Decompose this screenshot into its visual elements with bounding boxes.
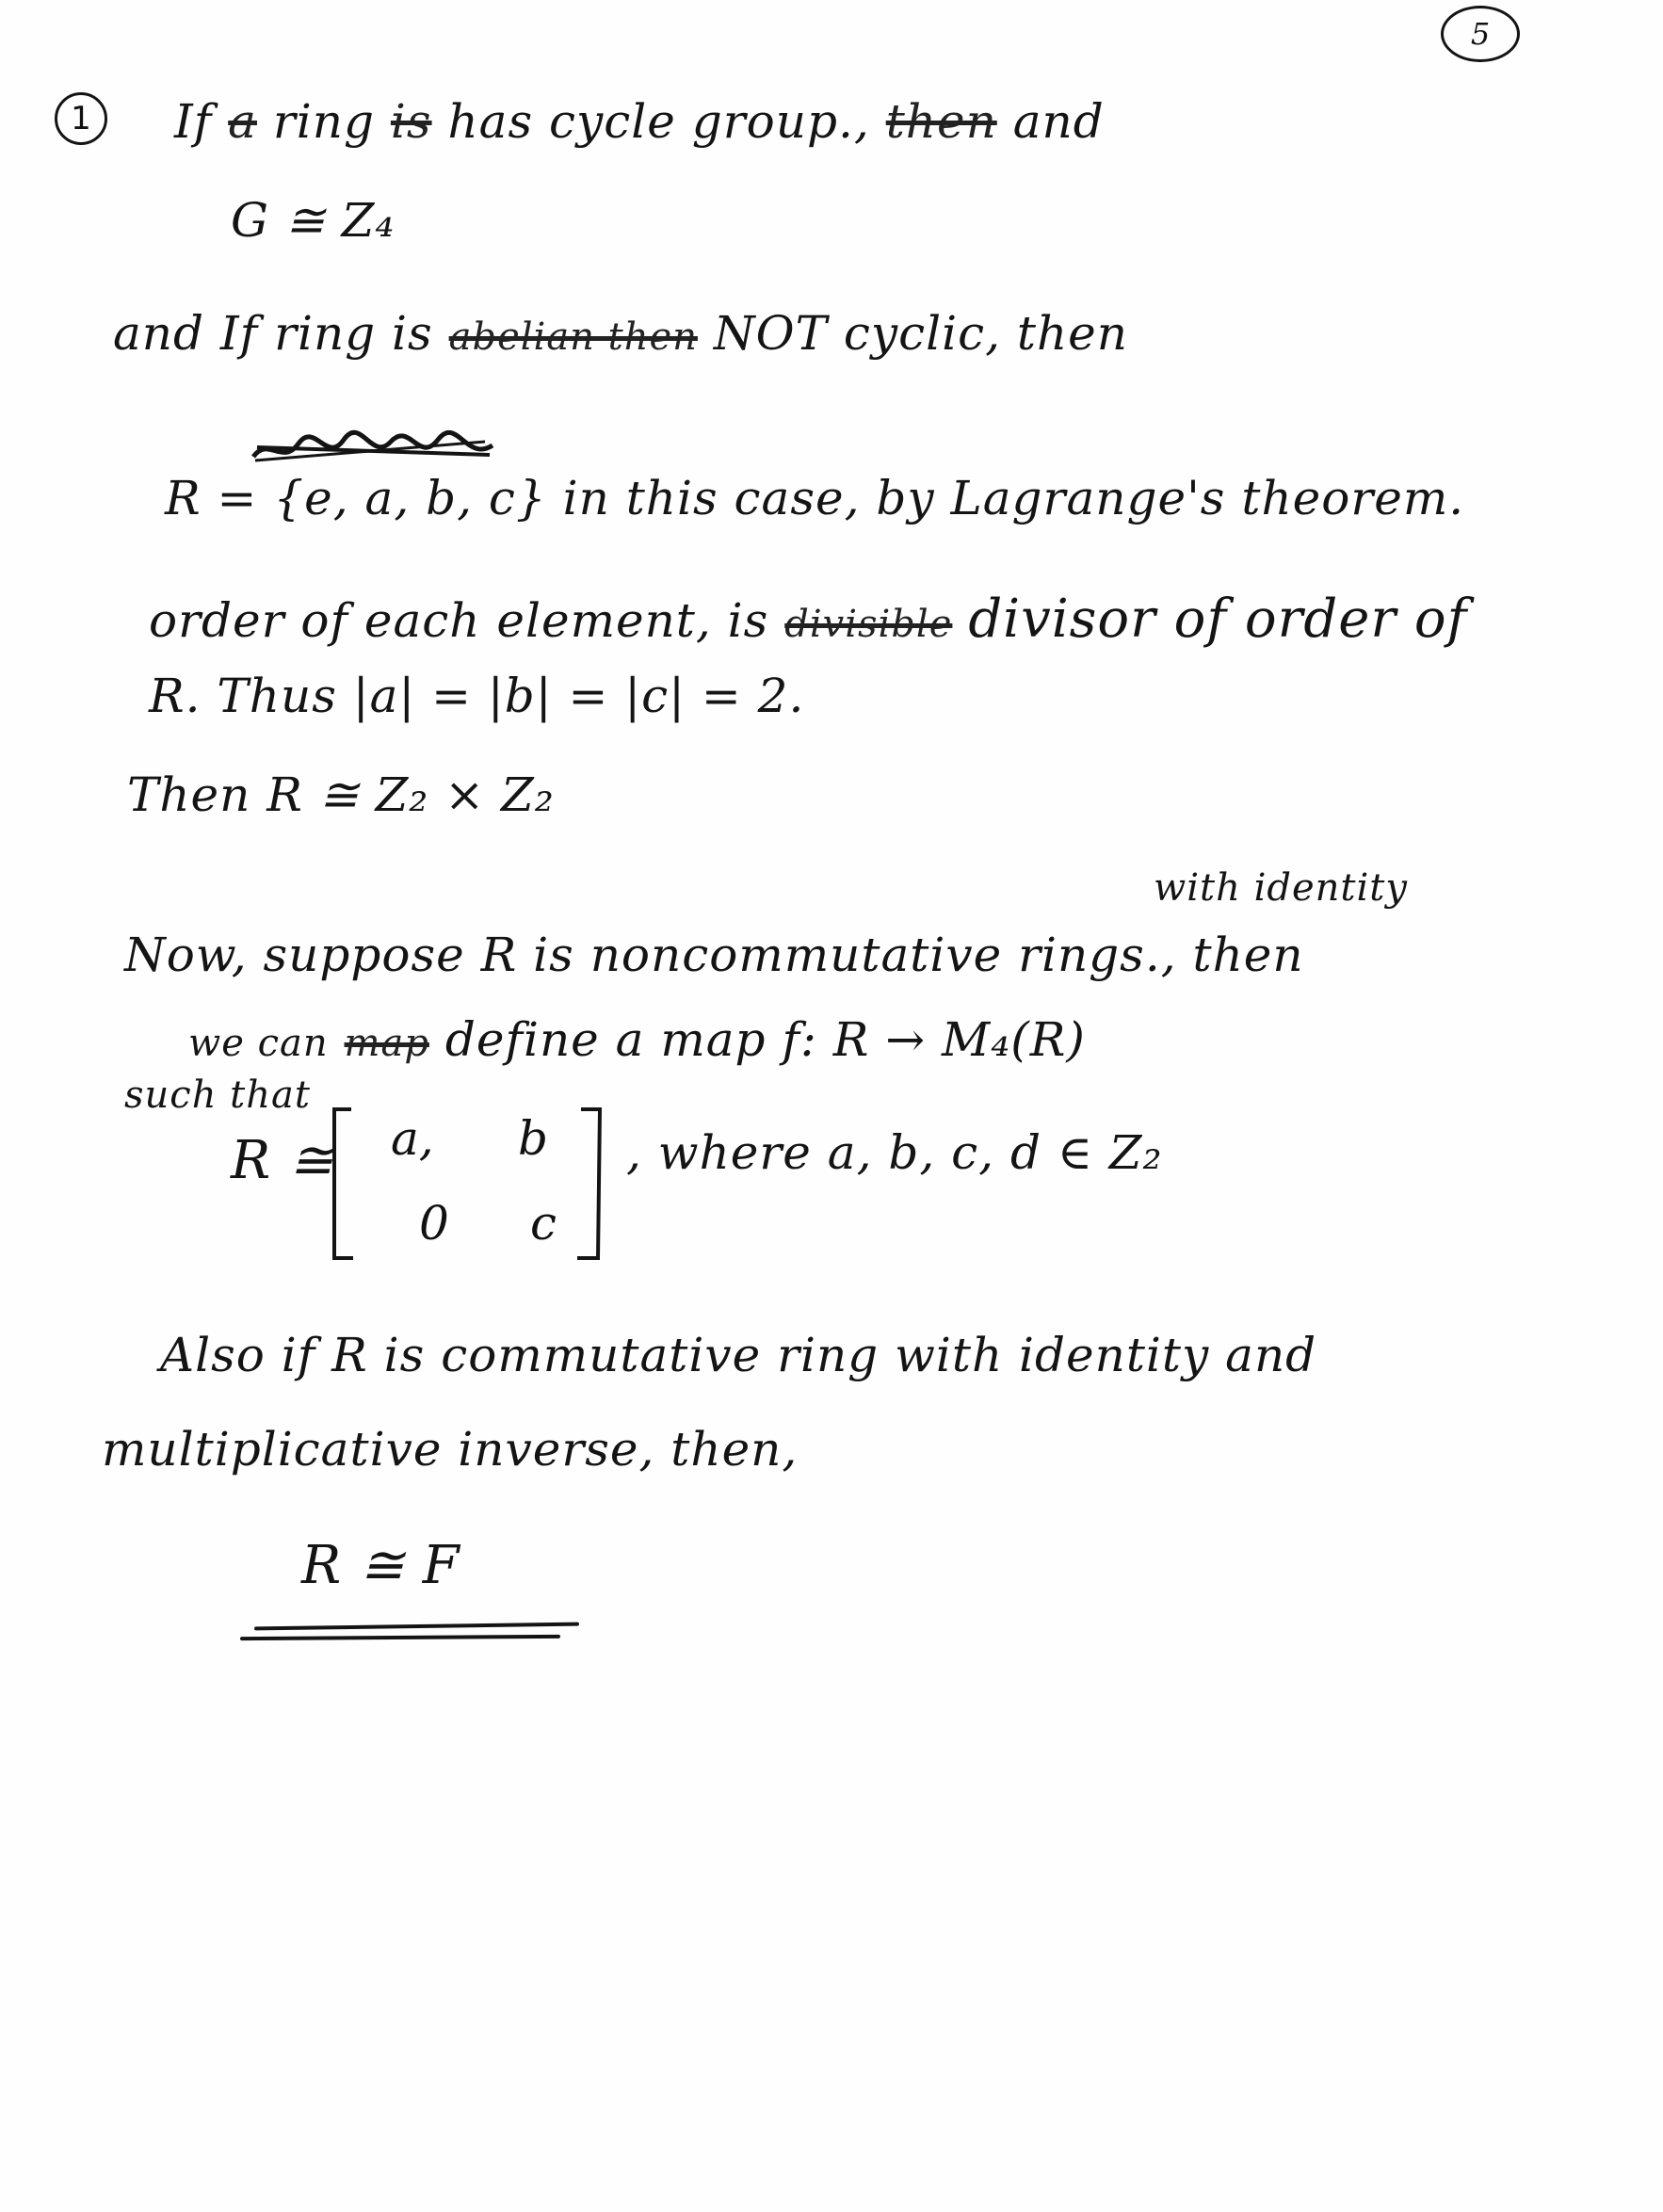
text-divisor-of-order: divisor of order of xyxy=(968,589,1468,650)
struck-word: divisible xyxy=(784,603,953,646)
final-underline xyxy=(254,1623,579,1631)
matrix-brackets xyxy=(325,1104,617,1264)
struck-word: a xyxy=(228,94,257,149)
scribbled-out-word xyxy=(250,428,499,470)
struck-word: abelian then xyxy=(448,315,698,359)
text-define-a-map: define a map f: R → M₄(R) xyxy=(444,1012,1086,1067)
line-13: multiplicative inverse, then, xyxy=(102,1422,799,1477)
struck-word: map xyxy=(344,1022,429,1065)
struck-word: then xyxy=(885,94,997,149)
text-order-of-each: order of each element, is xyxy=(149,593,769,648)
text-not-cyclic: NOT cyclic, then xyxy=(713,306,1128,361)
text-and: and xyxy=(1012,94,1105,149)
line-4: R = {e, a, b, c} in this case, by Lagrange's theorem. xyxy=(165,471,1465,525)
line-7: Then R ≅ Z₂ × Z₂ xyxy=(127,767,555,822)
matrix-r2c1: 0 xyxy=(419,1196,449,1251)
line-14: R ≅ F xyxy=(301,1535,460,1596)
text-has-cycle-group: has cycle group., xyxy=(447,94,870,149)
matrix-r1c2: b xyxy=(518,1111,549,1166)
final-underline-second xyxy=(240,1635,560,1640)
text-if: If xyxy=(174,94,213,149)
line-10: such that xyxy=(124,1074,311,1117)
line-12: Also if R is commutative ring with identity and xyxy=(160,1328,1317,1382)
line-8-insertion: with identity xyxy=(1154,866,1408,910)
line-11-suffix: , where a, b, c, d ∈ Z₂ xyxy=(626,1125,1163,1180)
line-11-prefix: R ≅ xyxy=(231,1130,334,1191)
page-number: 5 xyxy=(1441,6,1520,62)
line-8: Now, suppose R is noncommutative rings., then xyxy=(124,928,1304,982)
line-9 xyxy=(188,1012,1086,1067)
line-2: G ≅ Z₄ xyxy=(231,193,396,248)
matrix-r2c2: c xyxy=(530,1196,557,1251)
text-we-can: we can xyxy=(188,1022,329,1065)
question-number: 1 xyxy=(55,92,107,145)
line-1 xyxy=(174,94,1105,149)
line-3 xyxy=(113,306,1128,361)
text-ring: ring xyxy=(272,94,375,149)
struck-word: is xyxy=(390,94,432,149)
line-5 xyxy=(149,589,1467,650)
line-6: R. Thus |a| = |b| = |c| = 2. xyxy=(149,669,805,723)
matrix xyxy=(325,1104,617,1264)
text-and-if-ring-is: and If ring is xyxy=(113,306,433,361)
matrix-r1c1: a, xyxy=(391,1111,434,1166)
